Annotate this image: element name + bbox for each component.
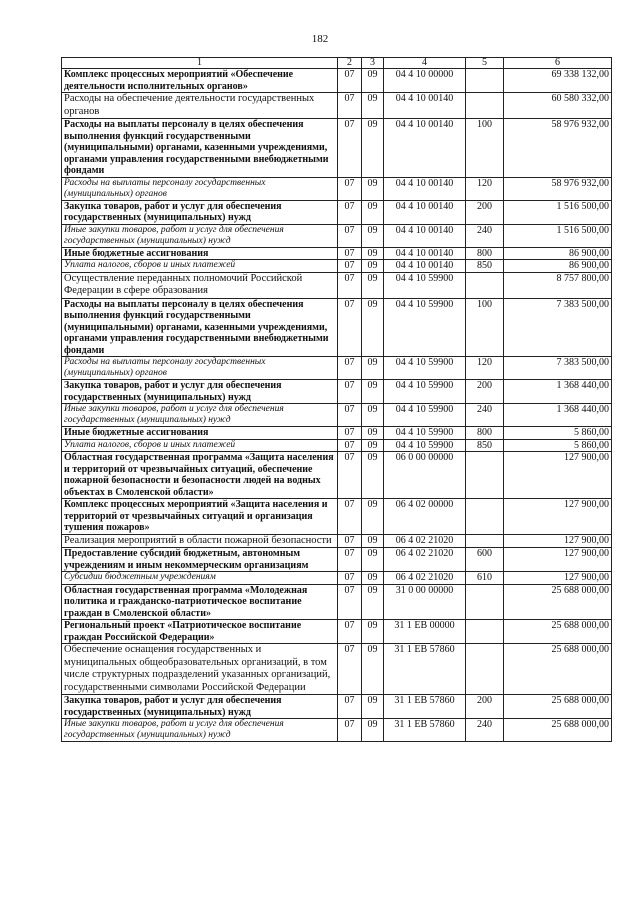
amount-cell: 5 860,00 xyxy=(504,427,612,440)
target-article-cell: 04 4 10 59900 xyxy=(384,439,466,452)
amount-cell: 127 900,00 xyxy=(504,452,612,499)
section-code-cell: 07 xyxy=(338,427,362,440)
target-article-cell: 04 4 10 59900 xyxy=(384,272,466,298)
subsection-code-cell: 09 xyxy=(362,93,384,119)
expense-name-cell: Реализация мероприятий в области пожарной безопасности xyxy=(62,534,338,548)
target-article-cell: 06 4 02 21020 xyxy=(384,572,466,585)
expense-name-cell: Закупка товаров, работ и услуг для обеспечения государственных (муниципальных) нужд xyxy=(62,380,338,404)
target-article-cell: 04 4 10 00140 xyxy=(384,247,466,260)
target-article-cell: 04 4 10 00140 xyxy=(384,119,466,178)
expense-name-cell: Иные бюджетные ассигнования xyxy=(62,247,338,260)
table-row xyxy=(62,584,612,620)
section-code-cell: 07 xyxy=(338,69,362,93)
table-row xyxy=(62,719,612,742)
section-code-cell: 07 xyxy=(338,695,362,719)
subsection-code-cell: 09 xyxy=(362,534,384,548)
table-row xyxy=(62,548,612,572)
expense-type-cell: 100 xyxy=(466,119,504,178)
target-article-cell: 04 4 10 00140 xyxy=(384,260,466,273)
amount-cell: 58 976 932,00 xyxy=(504,119,612,178)
expense-name-cell: Предоставление субсидий бюджетным, автономным учреждениям и иным некоммерческим организациям xyxy=(62,548,338,572)
subsection-code-cell: 09 xyxy=(362,380,384,404)
section-code-cell: 07 xyxy=(338,452,362,499)
table-row xyxy=(62,298,612,357)
section-code-cell: 07 xyxy=(338,584,362,620)
section-code-cell: 07 xyxy=(338,119,362,178)
expense-name-cell: Уплата налогов, сборов и иных платежей xyxy=(62,439,338,452)
table-row xyxy=(62,380,612,404)
subsection-code-cell: 09 xyxy=(362,584,384,620)
expense-type-cell: 120 xyxy=(466,177,504,200)
amount-cell: 127 900,00 xyxy=(504,499,612,535)
amount-cell: 86 900,00 xyxy=(504,247,612,260)
section-code-cell: 07 xyxy=(338,247,362,260)
subsection-code-cell: 09 xyxy=(362,499,384,535)
subsection-code-cell: 09 xyxy=(362,695,384,719)
target-article-cell: 31 1 ЕВ 57860 xyxy=(384,695,466,719)
expense-type-cell xyxy=(466,620,504,644)
header-cell: 5 xyxy=(466,58,504,69)
table-row xyxy=(62,200,612,224)
target-article-cell: 31 1 ЕВ 57860 xyxy=(384,719,466,742)
subsection-code-cell: 09 xyxy=(362,247,384,260)
header-cell: 1 xyxy=(62,58,338,69)
section-code-cell: 07 xyxy=(338,298,362,357)
subsection-code-cell: 09 xyxy=(362,404,384,427)
expense-name-cell: Расходы на выплаты персоналу в целях обеспечения выполнения функций государственными (муниципальными) органами, казенными учреждениями, органами управления государственными внебюджетными фондами xyxy=(62,119,338,178)
section-code-cell: 07 xyxy=(338,534,362,548)
amount-cell: 1 368 440,00 xyxy=(504,404,612,427)
expense-type-cell xyxy=(466,452,504,499)
section-code-cell: 07 xyxy=(338,404,362,427)
subsection-code-cell: 09 xyxy=(362,119,384,178)
table-row xyxy=(62,357,612,380)
target-article-cell: 04 4 10 59900 xyxy=(384,357,466,380)
subsection-code-cell: 09 xyxy=(362,644,384,695)
section-code-cell: 07 xyxy=(338,93,362,119)
amount-cell: 127 900,00 xyxy=(504,572,612,585)
amount-cell: 25 688 000,00 xyxy=(504,644,612,695)
amount-cell: 7 383 500,00 xyxy=(504,357,612,380)
expense-type-cell: 100 xyxy=(466,298,504,357)
expense-name-cell: Региональный проект «Патриотическое воспитание граждан Российской Федерации» xyxy=(62,620,338,644)
table-row xyxy=(62,427,612,440)
target-article-cell: 06 0 00 00000 xyxy=(384,452,466,499)
expense-name-cell: Закупка товаров, работ и услуг для обеспечения государственных (муниципальных) нужд xyxy=(62,200,338,224)
amount-cell: 1 516 500,00 xyxy=(504,224,612,247)
expense-type-cell: 240 xyxy=(466,404,504,427)
expense-type-cell xyxy=(466,69,504,93)
subsection-code-cell: 09 xyxy=(362,298,384,357)
amount-cell: 7 383 500,00 xyxy=(504,298,612,357)
expense-name-cell: Осуществление переданных полномочий Российской Федерации в сфере образования xyxy=(62,272,338,298)
target-article-cell: 06 4 02 21020 xyxy=(384,534,466,548)
subsection-code-cell: 09 xyxy=(362,427,384,440)
table-row xyxy=(62,620,612,644)
expense-name-cell: Обеспечение оснащения государственных и муниципальных общеобразовательных организаций, в том числе структурных подразделений указанных организаций, государственными символами Российской Федерации xyxy=(62,644,338,695)
target-article-cell: 04 4 10 59900 xyxy=(384,404,466,427)
expense-type-cell: 800 xyxy=(466,427,504,440)
amount-cell: 60 580 332,00 xyxy=(504,93,612,119)
page-number: 182 xyxy=(311,33,329,45)
expense-name-cell: Областная государственная программа «Защита населения и территорий от чрезвычайных ситуаций, обеспечение пожарной безопасности и безопасности людей на водных объектах в Смоленской области» xyxy=(62,452,338,499)
amount-cell: 86 900,00 xyxy=(504,260,612,273)
expense-type-cell: 800 xyxy=(466,247,504,260)
table-row xyxy=(62,119,612,178)
expense-name-cell: Комплекс процессных мероприятий «Защита населения и территорий от чрезвычайных ситуаций и организация тушения пожаров» xyxy=(62,499,338,535)
section-code-cell: 07 xyxy=(338,644,362,695)
section-code-cell: 07 xyxy=(338,200,362,224)
expense-type-cell xyxy=(466,644,504,695)
amount-cell: 127 900,00 xyxy=(504,548,612,572)
expense-type-cell: 120 xyxy=(466,357,504,380)
expense-type-cell xyxy=(466,584,504,620)
expense-name-cell: Расходы на выплаты персоналу государственных (муниципальных) органов xyxy=(62,177,338,200)
amount-cell: 25 688 000,00 xyxy=(504,695,612,719)
target-article-cell: 04 4 10 00140 xyxy=(384,200,466,224)
subsection-code-cell: 09 xyxy=(362,200,384,224)
target-article-cell: 04 4 10 59900 xyxy=(384,380,466,404)
expense-name-cell: Иные закупки товаров, работ и услуг для обеспечения государственных (муниципальных) нужд xyxy=(62,404,338,427)
table-row xyxy=(62,534,612,548)
table-row xyxy=(62,572,612,585)
expense-name-cell: Субсидии бюджетным учреждениям xyxy=(62,572,338,585)
section-code-cell: 07 xyxy=(338,260,362,273)
expense-type-cell xyxy=(466,272,504,298)
expense-name-cell: Иные закупки товаров, работ и услуг для обеспечения государственных (муниципальных) нужд xyxy=(62,719,338,742)
section-code-cell: 07 xyxy=(338,272,362,298)
table-row xyxy=(62,272,612,298)
amount-cell: 69 338 132,00 xyxy=(504,69,612,93)
subsection-code-cell: 09 xyxy=(362,224,384,247)
subsection-code-cell: 09 xyxy=(362,177,384,200)
table-row xyxy=(62,93,612,119)
subsection-code-cell: 09 xyxy=(362,548,384,572)
section-code-cell: 07 xyxy=(338,499,362,535)
section-code-cell: 07 xyxy=(338,357,362,380)
header-cell: 4 xyxy=(384,58,466,69)
table-row xyxy=(62,260,612,273)
subsection-code-cell: 09 xyxy=(362,620,384,644)
section-code-cell: 07 xyxy=(338,620,362,644)
target-article-cell: 06 4 02 21020 xyxy=(384,548,466,572)
subsection-code-cell: 09 xyxy=(362,572,384,585)
subsection-code-cell: 09 xyxy=(362,357,384,380)
target-article-cell: 04 4 10 59900 xyxy=(384,298,466,357)
section-code-cell: 07 xyxy=(338,572,362,585)
subsection-code-cell: 09 xyxy=(362,260,384,273)
target-article-cell: 04 4 10 00140 xyxy=(384,93,466,119)
section-code-cell: 07 xyxy=(338,380,362,404)
expense-name-cell: Закупка товаров, работ и услуг для обеспечения государственных (муниципальных) нужд xyxy=(62,695,338,719)
expense-name-cell: Иные бюджетные ассигнования xyxy=(62,427,338,440)
table-row xyxy=(62,224,612,247)
table-row xyxy=(62,695,612,719)
header-cell: 2 xyxy=(338,58,362,69)
header-cell: 6 xyxy=(504,58,612,69)
table-row xyxy=(62,247,612,260)
amount-cell: 58 976 932,00 xyxy=(504,177,612,200)
expense-type-cell: 610 xyxy=(466,572,504,585)
expense-type-cell: 850 xyxy=(466,260,504,273)
subsection-code-cell: 09 xyxy=(362,272,384,298)
target-article-cell: 04 4 10 00140 xyxy=(384,224,466,247)
section-code-cell: 07 xyxy=(338,548,362,572)
expense-type-cell: 240 xyxy=(466,719,504,742)
table-row xyxy=(62,404,612,427)
expense-name-cell: Областная государственная программа «Молодежная политика и гражданско-патриотическое воспитание граждан в Смоленской области» xyxy=(62,584,338,620)
expense-type-cell xyxy=(466,93,504,119)
expense-name-cell: Иные закупки товаров, работ и услуг для обеспечения государственных (муниципальных) нужд xyxy=(62,224,338,247)
amount-cell: 25 688 000,00 xyxy=(504,584,612,620)
target-article-cell: 31 1 ЕВ 00000 xyxy=(384,620,466,644)
expense-name-cell: Расходы на обеспечение деятельности государственных органов xyxy=(62,93,338,119)
table-header-row xyxy=(62,58,612,69)
expense-type-cell: 240 xyxy=(466,224,504,247)
table-row xyxy=(62,452,612,499)
expense-type-cell: 850 xyxy=(466,439,504,452)
subsection-code-cell: 09 xyxy=(362,439,384,452)
table-row xyxy=(62,644,612,695)
budget-table xyxy=(61,57,612,742)
expense-type-cell: 600 xyxy=(466,548,504,572)
table-row xyxy=(62,439,612,452)
expense-name-cell: Уплата налогов, сборов и иных платежей xyxy=(62,260,338,273)
target-article-cell: 31 0 00 00000 xyxy=(384,584,466,620)
expense-type-cell: 200 xyxy=(466,380,504,404)
expense-name-cell: Комплекс процессных мероприятий «Обеспечение деятельности исполнительных органов» xyxy=(62,69,338,93)
target-article-cell: 04 4 10 00140 xyxy=(384,177,466,200)
amount-cell: 127 900,00 xyxy=(504,534,612,548)
table-row xyxy=(62,177,612,200)
table-row xyxy=(62,69,612,93)
header-cell: 3 xyxy=(362,58,384,69)
target-article-cell: 31 1 ЕВ 57860 xyxy=(384,644,466,695)
amount-cell: 25 688 000,00 xyxy=(504,620,612,644)
expense-type-cell xyxy=(466,499,504,535)
section-code-cell: 07 xyxy=(338,719,362,742)
expense-name-cell: Расходы на выплаты персоналу в целях обеспечения выполнения функций государственными (муниципальными) органами, казенными учреждениями, органами управления государственными внебюджетными фондами xyxy=(62,298,338,357)
subsection-code-cell: 09 xyxy=(362,452,384,499)
expense-type-cell: 200 xyxy=(466,695,504,719)
target-article-cell: 04 4 10 00000 xyxy=(384,69,466,93)
amount-cell: 1 368 440,00 xyxy=(504,380,612,404)
amount-cell: 1 516 500,00 xyxy=(504,200,612,224)
target-article-cell: 04 4 10 59900 xyxy=(384,427,466,440)
section-code-cell: 07 xyxy=(338,177,362,200)
expense-name-cell: Расходы на выплаты персоналу государственных (муниципальных) органов xyxy=(62,357,338,380)
subsection-code-cell: 09 xyxy=(362,69,384,93)
table-row xyxy=(62,499,612,535)
amount-cell: 25 688 000,00 xyxy=(504,719,612,742)
amount-cell: 5 860,00 xyxy=(504,439,612,452)
expense-type-cell xyxy=(466,534,504,548)
expense-type-cell: 200 xyxy=(466,200,504,224)
subsection-code-cell: 09 xyxy=(362,719,384,742)
target-article-cell: 06 4 02 00000 xyxy=(384,499,466,535)
section-code-cell: 07 xyxy=(338,224,362,247)
amount-cell: 8 757 800,00 xyxy=(504,272,612,298)
section-code-cell: 07 xyxy=(338,439,362,452)
